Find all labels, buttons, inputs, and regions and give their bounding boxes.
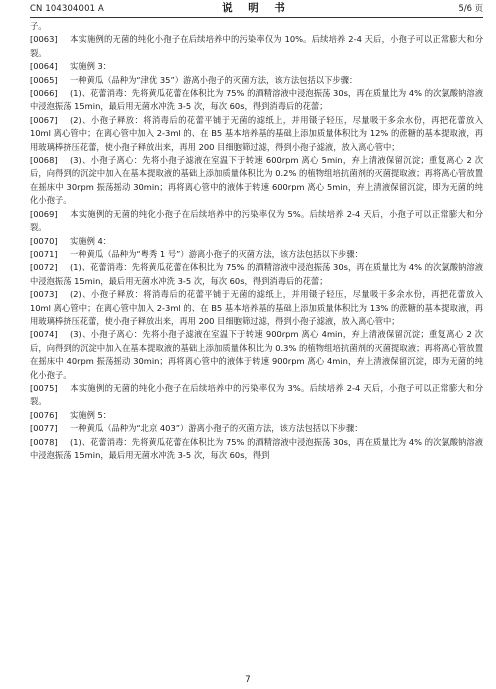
paragraph-text: 本实施例的无菌的纯化小孢子在后续培养中的污染率仅为 3%。后续培养 2-4 天后，小孢子可以正常膨大和分裂。 [30,382,483,407]
paragraph [30,33,483,60]
paragraph-text: (3)、小孢子离心：先将小孢子滤液在室温下于转速 600rpm 离心 5min，弃上清液保留沉淀；重复离心 2 次后，向得到的沉淀中加入在基本提取液的基础上添加质量体积比为 0.2% 的植物组培抗菌剂的灭菌提取液；再将离心管放置在摇床中 30rpm 振荡摇动 30min；再将离心管中的液体于转速 600rpm 离心 5min，弃上清液保留沉淀，即为无菌的纯化小孢子。 [30,155,483,206]
paragraph-number: [0069] [30,208,58,219]
paragraph-text: 一种黄瓜（品种为“粤秀 1 号”）游离小孢子的灭菌方法，该方法包括以下步骤： [70,248,363,259]
paragraph-number: [0067] [30,114,58,125]
paragraph [30,328,483,382]
paragraph [30,288,483,328]
paragraph-text: (2)、小孢子释放：将消毒后的花蕾平铺于无菌的滤纸上，并用镊子轻压，尽量吸干多余水份，再把花蕾放入 10ml 离心管中；在离心管中加入 2-3ml 的、在 B5 基本培养基的基础上添加质量体积比为 13% 的蔗糖的基本提取液，再用玻璃棒挤压花蕾，使小孢子释放出来，再用 200 目细胞筛过滤，得到小孢子滤液，放入离心管中； [30,289,483,326]
paragraph-text: 一种黄瓜（品种为“北京 403”）游离小孢子的灭菌方法，该方法包括以下步骤： [70,423,363,434]
paragraph-list [30,33,483,462]
page-title: 说 明 书 [222,2,291,14]
paragraph-text: (1)、花蕾消毒：先将黄瓜花蕾在体积比为 75% 的酒精溶液中浸泡振荡 30s，再在质量比为 4% 的次氯酸钠溶液中浸泡振荡 15min，最后用无菌水冲洗 3-5 次，每次 60s，得到消毒后的花蕾； [30,88,483,112]
paragraph-number: [0076] [30,409,58,420]
paragraph [30,60,483,73]
paragraph [30,436,483,463]
paragraph-number: [0065] [30,74,58,85]
paragraph-text: 本实施例的无菌的纯化小孢子在后续培养中的污染率仅为 10%。后续培养 2-4 天后，小孢子可以正常膨大和分裂。 [30,34,483,58]
paragraph-number: [0070] [30,235,58,246]
paragraph-number: [0077] [30,423,58,434]
continuation-text: 子。 [30,21,47,31]
paragraph-text: (1)、花蕾消毒：先将黄瓜花蕾在体积比为 75% 的酒精溶液中浸泡振荡 30s，再在质量比为 4% 的次氯酸钠溶液中浸泡振荡 15min，最后用无菌水冲洗 3-5 次，每次 60s，得到 [30,436,483,460]
page-indicator: 5/6 页 [458,3,483,13]
paragraph [30,409,483,422]
paragraph-text: 实施例 4： [70,235,112,246]
paragraph-number: [0072] [30,262,58,273]
paragraph-number: [0074] [30,329,58,340]
paragraph-number: [0075] [30,382,58,393]
paragraph-text: 一种黄瓜（品种为“津优 35”）游离小孢子的灭菌方法，该方法包括以下步骤： [70,74,358,85]
paragraph [30,114,483,154]
paragraph [30,382,483,409]
paragraph-text: (2)、小孢子释放：将消毒后的花蕾平铺于无菌的滤纸上，并用镊子轻压，尽量吸干多余水份，再把花蕾放入 10ml 离心管中；在离心管中加入 2-3ml 的、在 B5 基本培养基的基础上添加质量体积比为 12% 的蔗糖的基本提取液，再用玻璃棒挤压花蕾，使小孢子释放出来，再用 200 目细胞筛过滤，得到小孢子滤液，放入离心管中； [30,114,483,152]
document-body [30,18,483,462]
paragraph-text: 实施例 5： [70,409,112,420]
doc-number: CN 104304001 A [30,3,104,13]
paragraph-text: 实施例 3： [70,61,112,72]
paragraph [30,422,483,435]
paragraph-text: (3)、小孢子离心：先将小孢子滤液在室温下于转速 900rpm 离心 4min，弃上清液保留沉淀；重复离心 2 次后，向得到的沉淀中加入在基本提取液的基础上添加质量体积比为 0.3% 的植物组培抗菌剂的灭菌提取液；再将离心管放置在摇床中 40rpm 振荡摇动 30min；再将离心管中的液体于转速 900rpm 离心 4min，弃上清液保留沉淀，即为无菌的纯化小孢子。 [30,329,483,380]
paragraph-number: [0071] [30,248,58,259]
paragraph-number: [0063] [30,34,58,45]
paragraph [30,235,483,248]
paragraph [30,87,483,114]
paragraph [30,154,483,208]
paragraph-number: [0064] [30,61,58,72]
paragraph-number: [0068] [30,155,58,166]
paragraph [30,261,483,288]
paragraph-text: 本实施例的无菌的纯化小孢子在后续培养中的污染率仅为 5%。后续培养 2-4 天后，小孢子可以正常膨大和分裂。 [30,208,483,233]
page-number: 7 [245,675,251,685]
page-header [30,0,483,18]
paragraph-number: [0066] [30,88,58,99]
paragraph-text: (1)、花蕾消毒：先将黄瓜花蕾在体积比为 75% 的酒精溶液中浸泡振荡 30s，再在质量比为 4% 的次氯酸钠溶液中浸泡振荡 15min，最后用无菌水冲洗 3-5 次，每次 60s，得到消毒后的花蕾； [30,262,483,286]
paragraph-number: [0078] [30,436,58,447]
paragraph [30,208,483,235]
paragraph-number: [0073] [30,289,58,300]
paragraph [30,248,483,261]
paragraph [30,74,483,87]
